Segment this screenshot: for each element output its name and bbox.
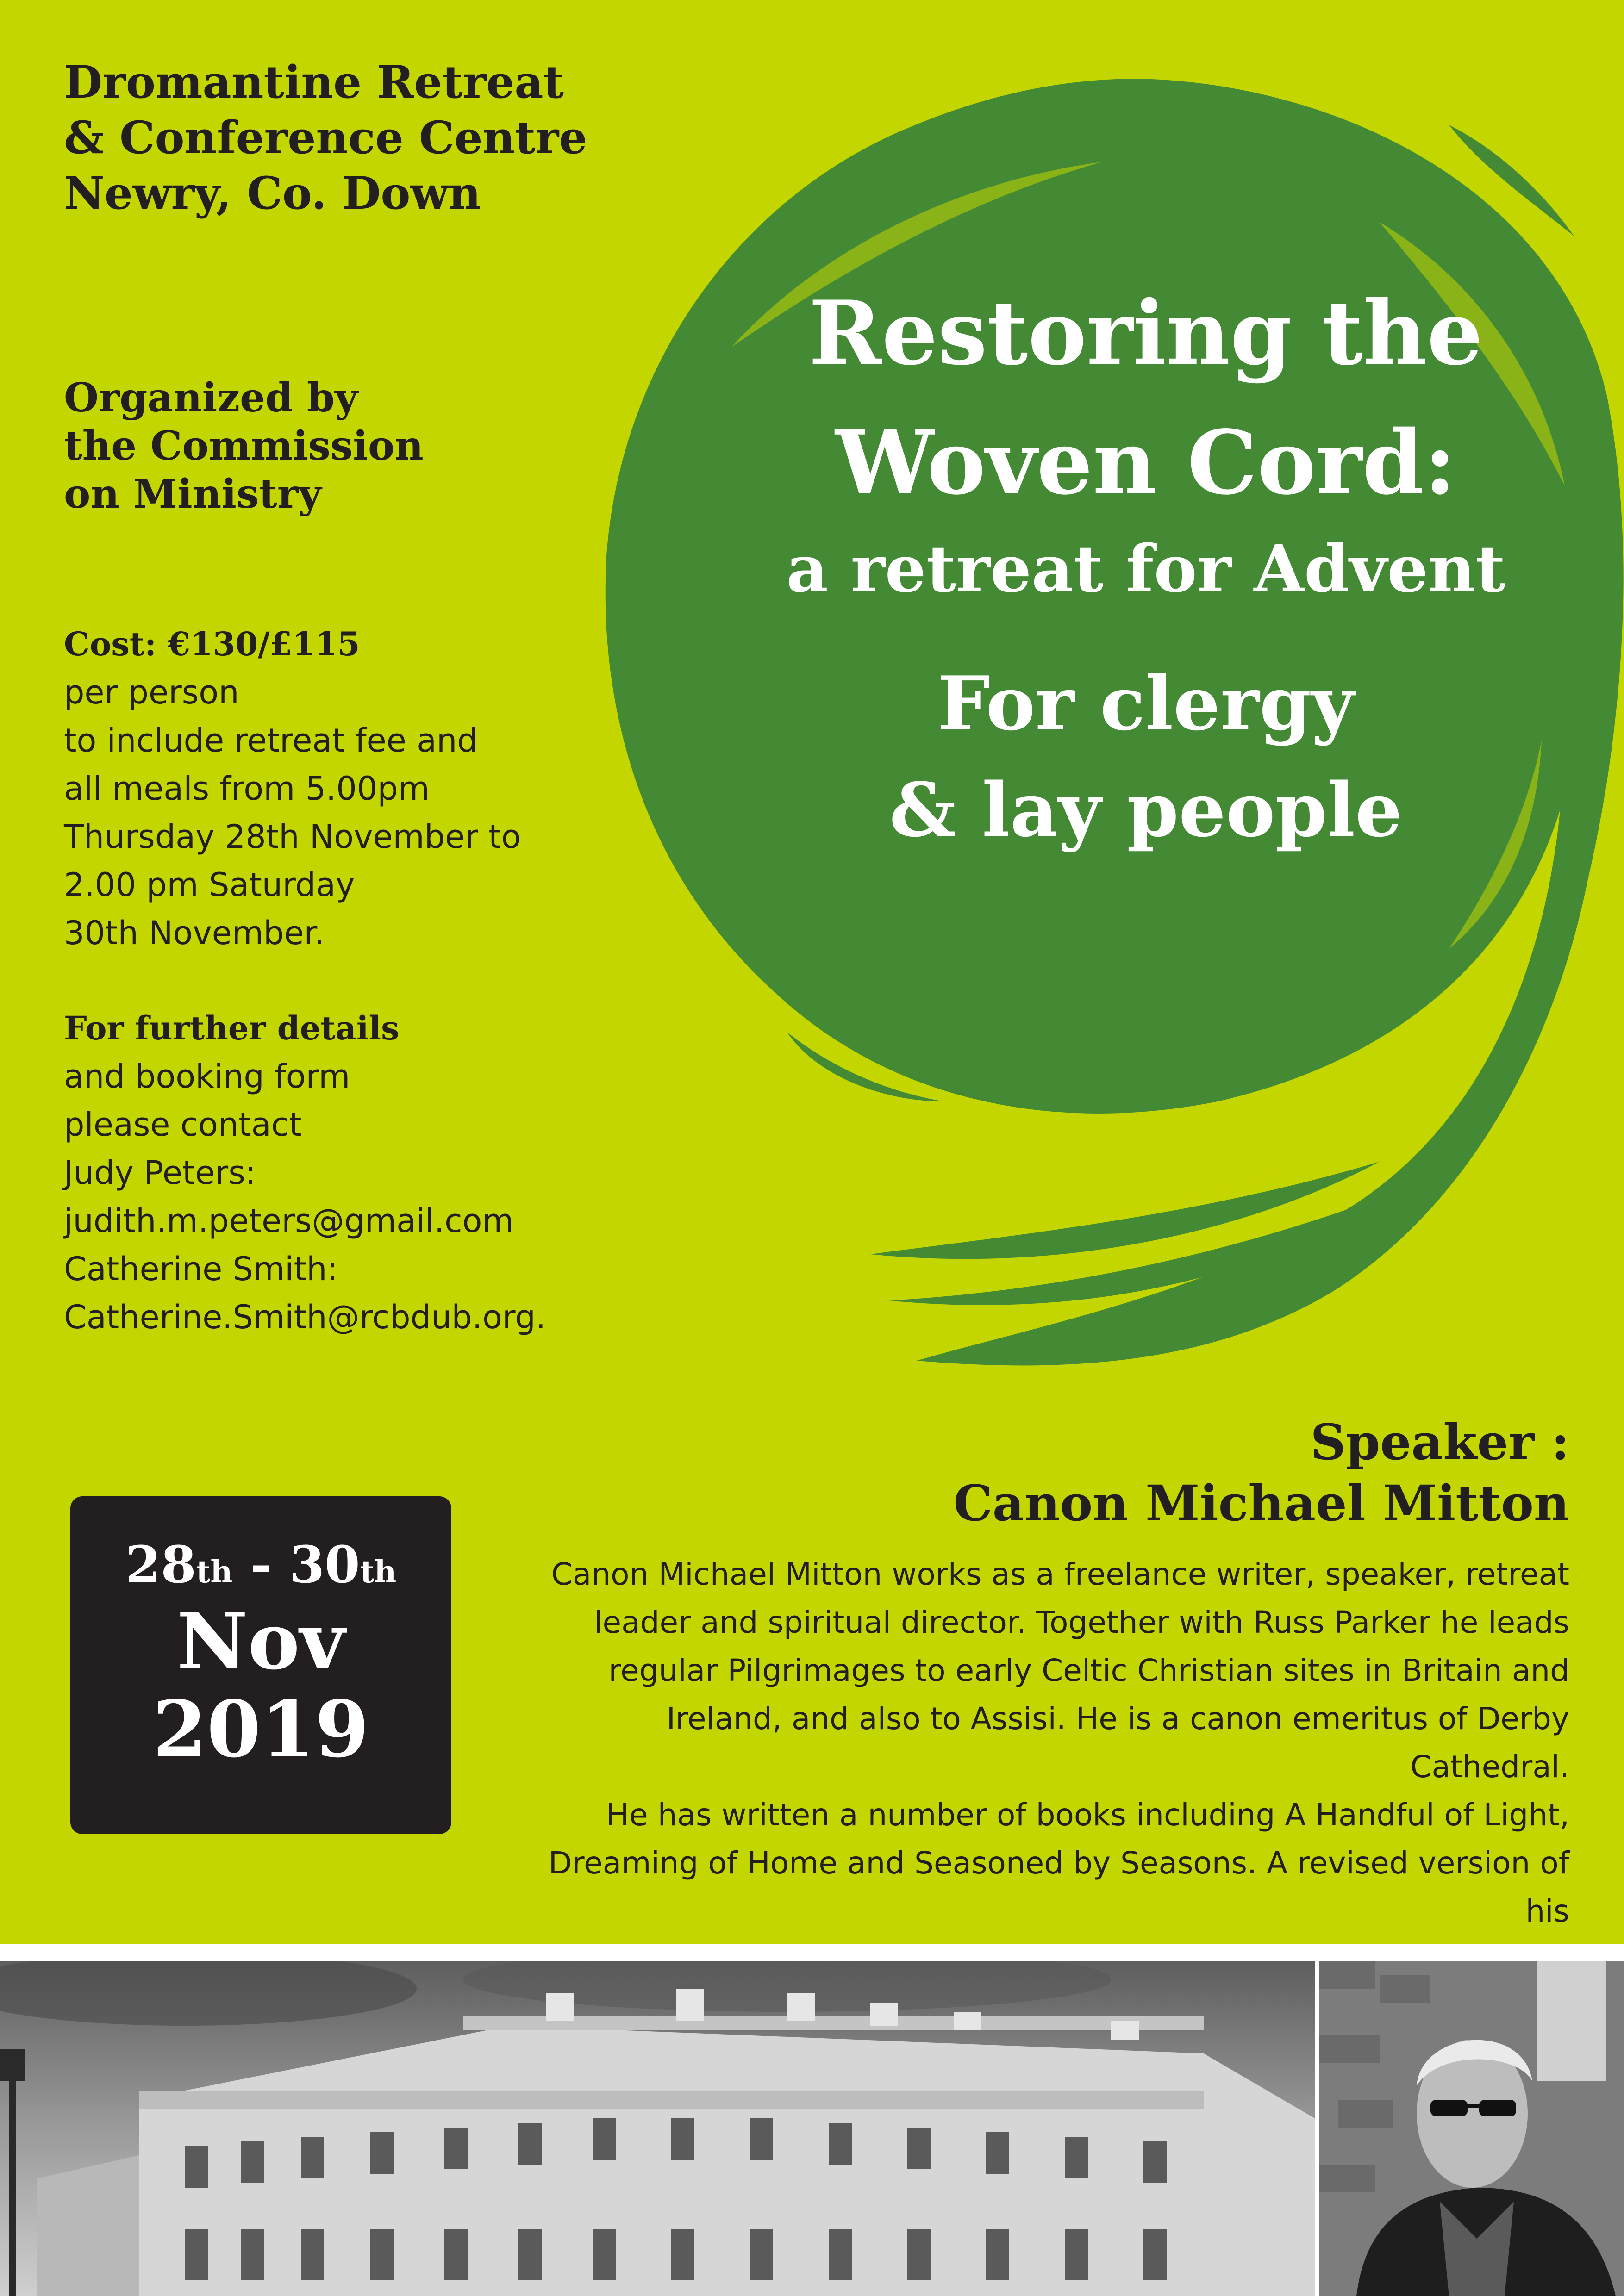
cost-line: all meals from 5.00pm [64, 770, 430, 808]
organizer-block [64, 374, 424, 518]
audience-line-1: For clergy [937, 660, 1355, 747]
title-line-2: Woven Cord: [835, 411, 1456, 514]
bio-line: He has written a number of books including A Handful of Light, [606, 1797, 1569, 1833]
contact-block [64, 1004, 619, 1341]
cost-line: Thursday 28th November to [64, 818, 521, 856]
contact-email-link[interactable]: judith.m.peters@gmail.com [64, 1202, 514, 1240]
date-month: Nov [176, 1595, 345, 1687]
start-day-suffix: th [196, 1554, 233, 1590]
cost-line: 2.00 pm Saturday [64, 866, 355, 904]
cost-line: 30th November. [64, 914, 325, 952]
contact-line: and booking form [64, 1058, 350, 1095]
audience-line-2: & lay people [889, 766, 1403, 853]
date-range [70, 1532, 451, 1597]
bio-line: Ireland, and also to Assisi. He is a canon emeritus of Derby Cathedral. [666, 1701, 1569, 1785]
contact-line: please contact [64, 1106, 302, 1144]
date-box [70, 1496, 451, 1834]
end-day: 30 [289, 1535, 360, 1594]
organizer-line-2: the Commission [64, 423, 424, 469]
contact-heading: For further details [64, 1009, 400, 1047]
cost-block [64, 620, 596, 957]
bio-line: Dreaming of Home and Seasoned by Seasons. A revised version of his [548, 1845, 1569, 1929]
speaker-heading [953, 1412, 1569, 1534]
speaker-photo [1319, 1961, 1624, 2296]
speaker-label: Speaker : [1310, 1413, 1569, 1471]
end-day-suffix: th [360, 1554, 397, 1590]
bio-line: Canon Michael Mitton works as a freelance writer, speaker, retreat [551, 1556, 1569, 1592]
building-photo [0, 1961, 1315, 2296]
cost-heading: Cost: €130/£115 [64, 625, 360, 663]
cost-line: per person [64, 673, 239, 711]
speaker-name: Canon Michael Mitton [953, 1474, 1569, 1532]
bio-line: leader and spiritual director. Together with Russ Parker he leads [594, 1605, 1569, 1640]
date-year: 2019 [152, 1683, 369, 1775]
contact-email-link[interactable]: Catherine.Smith@rcbdub.org. [64, 1298, 546, 1336]
subtitle-line: a retreat for Advent [786, 531, 1505, 607]
contact-name: Catherine Smith: [64, 1250, 338, 1288]
organizer-line-1: Organized by [64, 374, 358, 421]
start-day: 28 [125, 1535, 196, 1594]
bio-line: regular Pilgrimages to early Celtic Christian sites in Britain and [608, 1653, 1569, 1688]
speaker-bio [505, 1550, 1569, 1984]
title-line-1: Restoring the [808, 281, 1483, 385]
venue-block [64, 55, 587, 221]
cost-line: to include retreat fee and [64, 722, 478, 759]
organizer-line-3: on Ministry [64, 471, 322, 517]
contact-name: Judy Peters: [64, 1154, 256, 1192]
venue-line-2: & Conference Centre [64, 112, 587, 164]
venue-line-1: Dromantine Retreat [64, 56, 564, 108]
venue-line-3: Newry, Co. Down [64, 167, 481, 219]
date-separator: - [232, 1535, 289, 1594]
